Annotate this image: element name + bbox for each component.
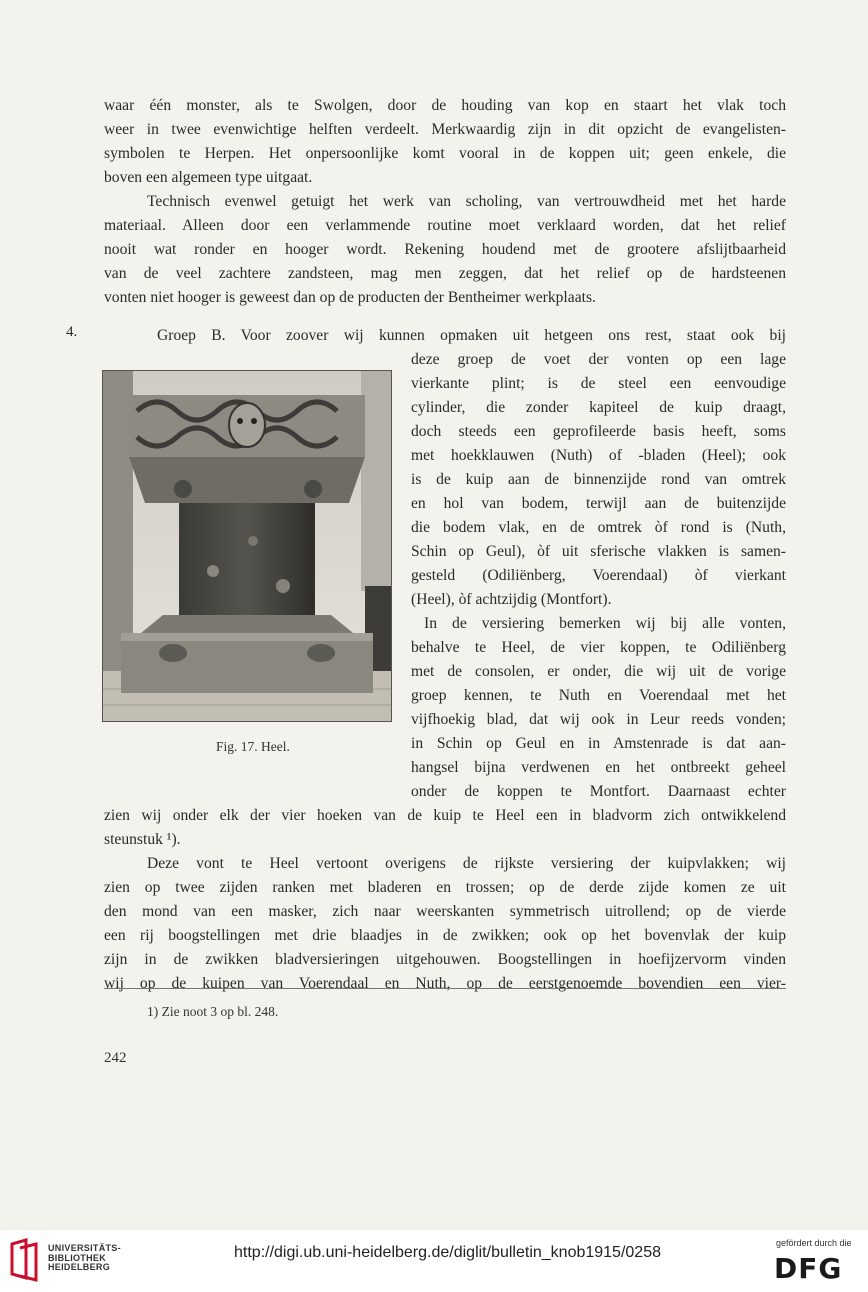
text-line: groep kennen, te Nuth en Voerendaal met het (411, 687, 786, 704)
text-line: behalve te Heel, de vier koppen, te Odiliënberg (411, 639, 786, 656)
text-line: doch steeds een geprofileerde basis heeft, soms (411, 423, 786, 440)
text-line: zien op twee zijden ranken met bladeren en trossen; op de derde zijde komen ze uit (104, 879, 786, 896)
text-line: vonten niet hooger is geweest dan op de producten der Bentheimer werkplaats. (104, 289, 596, 306)
text-line: (Heel), òf achtzijdig (Montfort). (411, 591, 612, 608)
library-name-line: UNIVERSITÄTS- (48, 1243, 121, 1253)
text-line: den mond van een masker, zich naar weerskanten symmetrisch uitrollend; op de vierde (104, 903, 786, 920)
text-line: hangsel bijna verdwenen en het ontbreekt geheel (411, 759, 786, 776)
text-line: met de consolen, er onder, die wij uit de vorige (411, 663, 786, 680)
text-line: steunstuk ¹). (104, 831, 181, 848)
text-line: Technisch evenwel getuigt het werk van scholing, van vertrouwdheid met het harde (147, 193, 786, 210)
text-line: weer in twee evenwichtige helften verdeelt. Merkwaardig zijn in dit opzicht de evangelisten- (104, 121, 786, 138)
text-line: waar één monster, als te Swolgen, door de houding van kop en staart het vlak toch (104, 97, 786, 114)
text-line: zien wij onder elk der vier hoeken van de kuip te Heel een in bladvorm zich ontwikkelend (104, 807, 786, 824)
text-line: wij op de kuipen van Voerendaal en Nuth, op de eerstgenoemde bovendien een vier- (104, 975, 786, 992)
library-name-line: HEIDELBERG (48, 1262, 111, 1272)
text-line: Deze vont te Heel vertoont overigens de rijkste versiering der kuipvlakken; wij (147, 855, 786, 872)
text-line: en hol van bodem, terwijl aan de buitenzijde (411, 495, 786, 512)
funder-note: gefördert durch die (776, 1238, 852, 1248)
text-line: In de versiering bemerken wij bij alle vonten, (424, 615, 786, 632)
figure-caption: Fig. 17. Heel. (216, 739, 290, 754)
text-line: die bodem vlak, en de omtrek òf rond is (Nuth, (411, 519, 786, 536)
text-line: symbolen te Herpen. Het onpersoonlijke komt vooral in de koppen uit; geen enkele, die (104, 145, 786, 162)
text-line: boven een algemeen type uitgaat. (104, 169, 313, 186)
university-library-name[interactable] (48, 1244, 121, 1273)
footnote: 1) Zie noot 3 op bl. 248. (147, 1004, 279, 1019)
footnote-divider (104, 988, 786, 989)
text-line: Schin op Geul), òf uit sferische vlakken is samen- (411, 543, 786, 560)
text-line: met hoekklauwen (Nuth) of -bladen (Heel); ook (411, 447, 786, 464)
text-line: van de veel zachtere zandsteen, mag men zeggen, dat het relief op de hardsteenen (104, 265, 786, 282)
text-line: is de kuip aan de binnenzijde rond van omtrek (411, 471, 786, 488)
text-line: onder de koppen te Montfort. Daarnaast echter (411, 783, 786, 800)
text-line: cylinder, die zonder kapiteel de kuip draagt, (411, 399, 786, 416)
font-illustration (103, 371, 391, 721)
text-line: materiaal. Alleen door een verlammende routine moet verklaard worden, dat het relief (104, 217, 786, 234)
library-name-line: BIBLIOTHEK (48, 1252, 106, 1263)
text-line: een rij boogstellingen met drie blaadjes in de zwikken; ook op het bovenvlak der kuip (104, 927, 786, 944)
page-number: 242 (104, 1050, 127, 1066)
section-number: 4. (66, 324, 78, 340)
text-line: zijn in de zwikken bladversieringen uitgehouwen. Boogstellingen in hoefijzervorm vinden (104, 951, 786, 968)
text-line: in Schin op Geul en in Amstenrade is dat aan- (411, 735, 786, 752)
university-library-logo-icon[interactable] (8, 1238, 42, 1282)
text-line: deze groep de voet der vonten op een lage (411, 351, 786, 368)
text-line: Groep B. Voor zoover wij kunnen opmaken uit hetgeen ons rest, staat ook bij (157, 327, 786, 344)
text-line: gesteld (Odiliënberg, Voerendaal) òf vierkant (411, 567, 786, 584)
text-line: nooit wat ronder en hooger wordt. Rekening houdend met de grootere afslijtbaarheid (104, 241, 786, 258)
figure-baptismal-font-photo (102, 370, 392, 722)
text-line: vijfhoekig blad, dat wij ook in Leur reeds vonden; (411, 711, 786, 728)
dfg-logo[interactable]: DFG (774, 1252, 843, 1285)
permalink-url[interactable]: http://digi.ub.uni-heidelberg.de/diglit/bulletin_knob1915/0258 (234, 1244, 661, 1261)
text-line: vierkante plint; is de steel een eenvoudige (411, 375, 786, 392)
